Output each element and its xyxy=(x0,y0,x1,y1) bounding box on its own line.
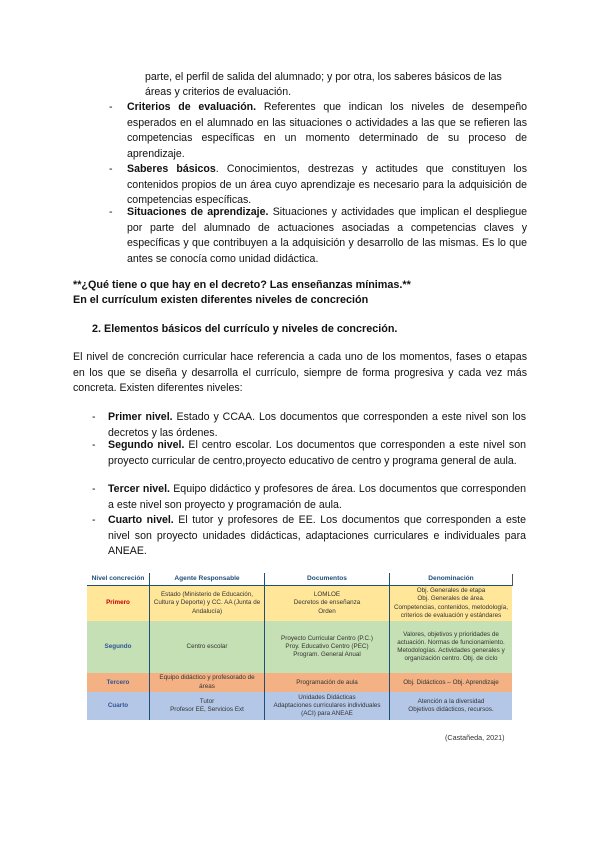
table-caption: (Castañeda, 2021) xyxy=(445,733,505,742)
table-row xyxy=(87,621,512,673)
bullet-text: Equipo didáctico y profesores de área. Los documentos que corresponden a este nivel son proyecto y programación de aula. xyxy=(108,483,526,511)
table-header-row xyxy=(87,573,512,586)
table-cell-agent: Equipo didáctico y profesorado de áreas xyxy=(150,673,265,692)
table-header: Nivel concreción xyxy=(87,573,150,586)
bullet-term: Primer nivel. xyxy=(108,411,173,423)
bullet-term: Cuarto nivel. xyxy=(108,514,174,526)
table-cell-agent: Centro escolar xyxy=(150,621,265,673)
bullet-term: Situaciones de aprendizaje. xyxy=(127,206,269,218)
bullet-text: El tutor y profesores de EE. Los documentos que corresponden a este nivel son proyecto unidades didácticas, adaptaciones curriculares e individuales para ANEAE. xyxy=(108,514,526,557)
table-cell-denom: Obj. Generales de etapa Obj. Generales de área. Competencias, contenidos, metodología, criterios de evaluación y estándares xyxy=(390,586,513,622)
table-cell-docs: LOMLOE Decretos de enseñanza Orden xyxy=(265,586,390,622)
bullet-dash: - xyxy=(92,514,96,526)
table-cell-docs: Proyecto Curricular Centro (P.C.) Proy. Educativo Centro (PEC) Program. General Anual xyxy=(265,621,390,673)
table-cell-denom: Obj. Didácticos – Obj. Aprendizaje xyxy=(390,673,513,692)
table-cell-level: Primero xyxy=(87,586,150,622)
table-cell-docs: Programación de aula xyxy=(265,673,390,692)
levels-paragraph: El nivel de concreción curricular hace referencia a cada uno de los momentos, fases o etapas en los que se diseña y desarrolla el currículo, siempre de forma progresiva y cada vez más concreta. Existen diferentes niveles: xyxy=(73,351,527,394)
bullet-saberes xyxy=(109,162,527,209)
bullet-tercer-nivel xyxy=(92,482,526,513)
table-cell-agent: Estado (Ministerio de Educación, Cultura y Deporte) y CC. AA (Junta de Andalucía) xyxy=(150,586,265,622)
bullet-text: Referentes que indican los niveles de desempeño esperados en el alumnado en las situaciones o actividades a las que se refieren las competencias específicas en un momento determinado de su proceso de aprendizaje. xyxy=(127,101,527,160)
table-cell-level: Tercero xyxy=(87,673,150,692)
concrecion-table xyxy=(87,573,512,720)
question-heading: **¿Qué tiene o que hay en el decreto? Las enseñanzas mínimas.** xyxy=(73,279,411,291)
bullet-dash: - xyxy=(109,163,113,175)
bullet-text: Estado y CCAA. Los documentos que corresponden a este nivel son los decretos y las órdenes. xyxy=(108,411,526,439)
table-cell-denom: Atención a la diversidad Objetivos didácticos, recursos. xyxy=(390,692,513,720)
intro-line-1: parte, el perfil de salida del alumnado; y por otra, los saberes básicos de las xyxy=(145,71,502,83)
bullet-term: Segundo nivel. xyxy=(108,439,185,451)
section-heading: 2. Elementos básicos del currículo y niveles de concreción. xyxy=(92,323,398,335)
table-cell-level: Cuarto xyxy=(87,692,150,720)
table-row xyxy=(87,586,512,622)
table-row xyxy=(87,673,512,692)
bullet-dash: - xyxy=(92,483,96,495)
intro-line-2: áreas y criterios de evaluación. xyxy=(145,86,292,98)
bullet-criterios xyxy=(109,100,527,162)
bullet-situaciones xyxy=(109,205,527,267)
bullet-dash: - xyxy=(109,101,113,113)
subline-heading: En el currículum existen diferentes niveles de concreción xyxy=(73,294,369,306)
bullet-primer-nivel xyxy=(92,410,526,441)
bullet-term: Tercer nivel. xyxy=(108,483,170,495)
bullet-term: Saberes básicos xyxy=(127,163,216,175)
bullet-term: Criterios de evaluación. xyxy=(127,101,257,113)
bullet-dash: - xyxy=(92,439,96,451)
bullet-cuarto-nivel xyxy=(92,513,526,560)
bullet-dash: - xyxy=(109,206,113,218)
table-header: Agente Responsable xyxy=(150,573,265,586)
table-header: Denominación xyxy=(390,573,513,586)
table-cell-level: Segundo xyxy=(87,621,150,673)
table-cell-agent: Tutor Profesor EE, Servicios Ext xyxy=(150,692,265,720)
bullet-segundo-nivel xyxy=(92,438,526,469)
table-edge-divider xyxy=(512,574,513,586)
bullet-text: Situaciones y actividades que implican el despliegue por parte del alumnado de actuaciones asociadas a competencias claves y específicas y que contribuyen a la adquisición y desarrollo de las mismas. Es lo que antes se conocía como unidad didáctica. xyxy=(127,206,527,265)
table-row xyxy=(87,692,512,720)
table-header: Documentos xyxy=(265,573,390,586)
bullet-text: . Conocimientos, destrezas y actitudes que constituyen los contenidos propios de un área cuyo aprendizaje es necesario para la adquisición de competencias específicas. xyxy=(127,163,527,206)
table-cell-docs: Unidades Didácticas Adaptaciones curriculares individuales (ACI) para ANEAE xyxy=(265,692,390,720)
table-cell-denom: Valores, objetivos y prioridades de actuación. Normas de funcionamiento. Metodologías. Actividades generales y organización centro. Obj. de ciclo xyxy=(390,621,513,673)
bullet-text: El centro escolar. Los documentos que corresponden a este nivel son proyecto curricular de centro,proyecto educativo de centro y programa general de aula. xyxy=(108,439,526,467)
bullet-dash: - xyxy=(92,411,96,423)
